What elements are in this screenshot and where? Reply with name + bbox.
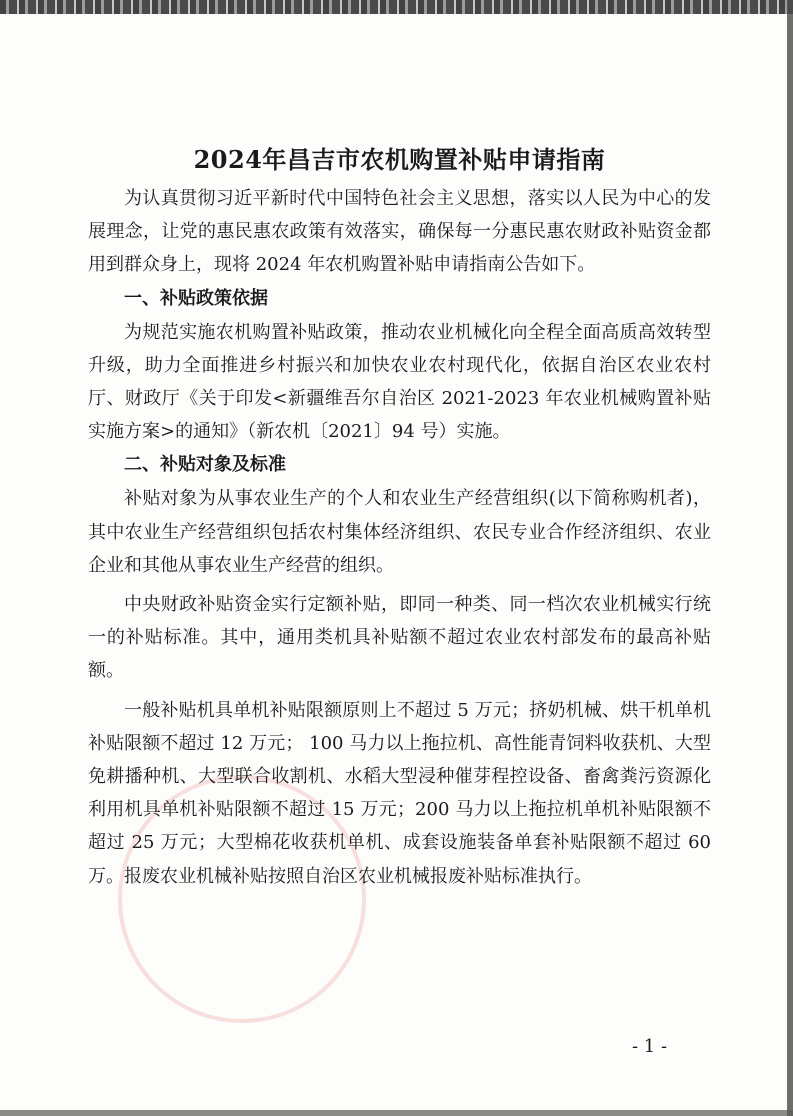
scan-edge-top [0,0,793,14]
section-heading-subsidy-target: 二、补贴对象及标准 [124,454,286,476]
central-subsidy-paragraph: 中央财政补贴资金实行定额补贴，即同一种类、同一档次农业机械实行统一的补贴标准。其中，通用类机具补贴额不超过农业农村部发布的最高补贴额。 [88,594,711,682]
scan-edge-bottom [0,1110,793,1116]
intro-paragraph: 为认真贯彻习近平新时代中国特色社会主义思想，落实以人民为中心的发展理念，让党的惠民惠农政策有效落实，确保每一分惠民惠农财政补贴资金都用到群众身上，现将 2024 年农机购置补贴申请指南公告如下。 [88,188,711,276]
subsidy-limit-paragraph: 一般补贴机具单机补贴限额原则上不超过 5 万元；挤奶机械、烘干机单机补贴限额不超过 12 万元； 100 马力以上拖拉机、高性能青饲料收获机、大型免耕播种机、大型联合收割机、水稻大型浸种催芽程控设备、畜禽粪污资源化利用机具单机补贴限额不超过 15 万元；200 马力以上拖拉机单机补贴限额不超过 25 万元；大型棉花收获机单机、成套设施装备单套补贴限额不超过 60 万。报废农业机械补贴按照自治区农业机械报废补贴标准执行。 [88,699,711,887]
document-title: 2024年昌吉市农机购置补贴申请指南 [193,145,606,174]
scan-edge-right [787,0,793,1116]
document-content [88,140,711,893]
subsidy-target-paragraph: 补贴对象为从事农业生产的个人和农业生产经营组织(以下简称购机者)，其中农业生产经营组织包括农村集体经济组织、农民专业合作经济组织、农业企业和其他从事农业生产经营的组织。 [88,488,711,576]
section-heading-policy-basis: 一、补贴政策依据 [124,287,268,309]
page-number: - 1 - [632,1036,668,1057]
policy-basis-paragraph: 为规范实施农机购置补贴政策，推动农业机械化向全程全面高质高效转型升级，助力全面推进乡村振兴和加快农业农村现代化，依据自治区农业农村厅、财政厅《关于印发<新疆维吾尔自治区 2021-2023 年农业机械购置补贴实施方案>的通知》（新农机〔2021〕94 号）实施。 [88,321,711,443]
